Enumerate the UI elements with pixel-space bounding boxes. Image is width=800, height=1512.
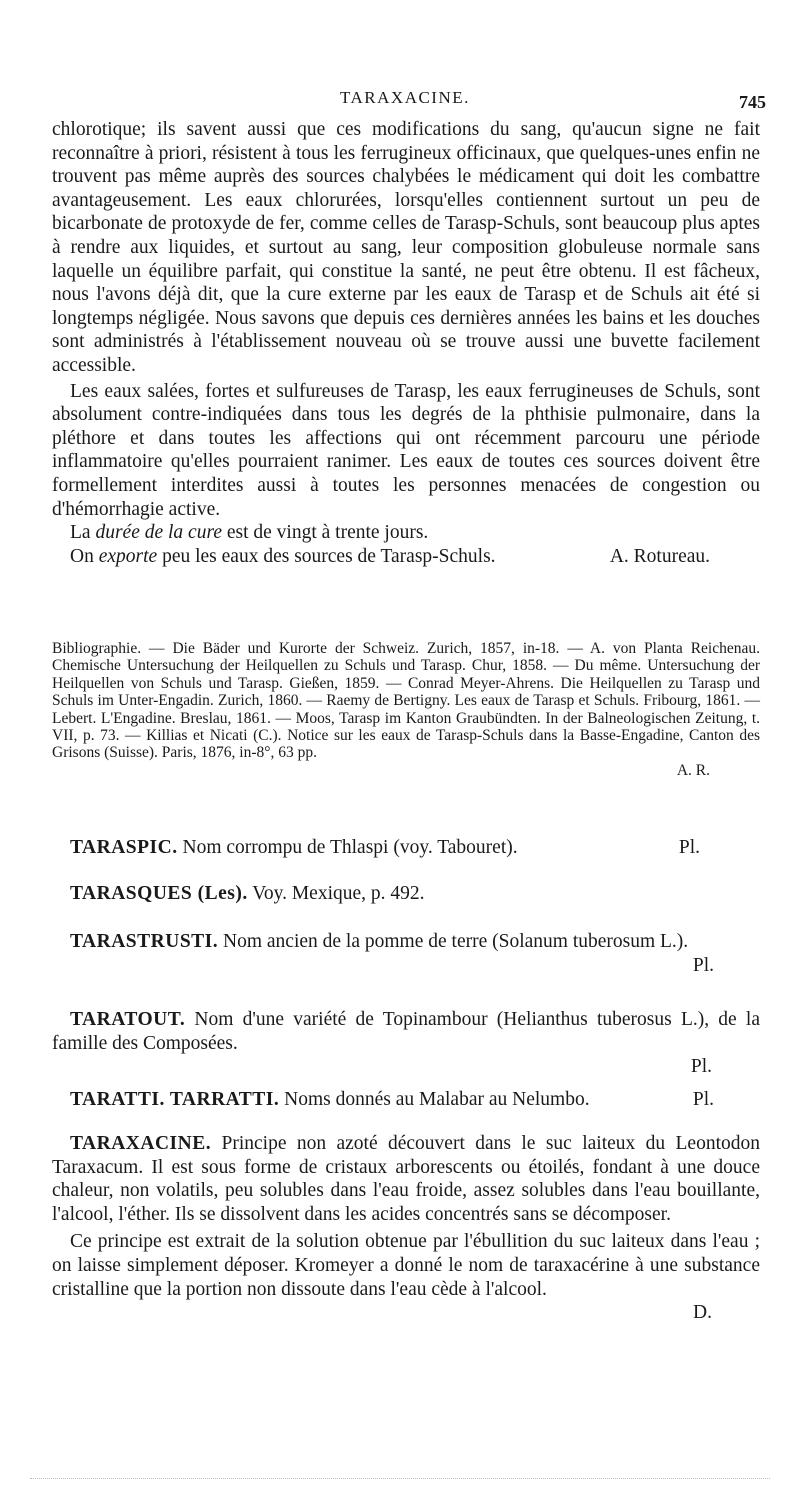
- taraxacine-para1: Principe non azoté découvert dans le suc laiteux du Leontodon Taraxacum. Il est sous forme de cristaux arborescents ou étoilés, fondant à une douce chaleur, non volatils, peu solubles dans l'eau froide, assez solubles dans l'eau bouillante, l'alcool, l'éther. Ils se dissolvent dans les acides concentrés sans se décomposer.: [52, 1133, 761, 1225]
- entry-text: Noms donnés au Malabar au Nelumbo.: [284, 1089, 590, 1110]
- paragraph-3: [52, 521, 760, 545]
- entry-text: Voy. Mexique, p. 492.: [252, 883, 425, 904]
- entry-tarastrusti: [52, 930, 760, 977]
- author-signature: A. Rotureau.: [609, 545, 710, 567]
- para4-end: peu les eaux des sources de Tarasp-Schuls.: [157, 545, 496, 567]
- article-taraxacine: [52, 1132, 760, 1325]
- paragraph-1: chlorotique; ils savent aussi que ces modifications du sang, qu'aucun signe ne fait reconnaître à priori, résistent à tous les ferrugineux officinaux, que quelques-unes enfin ne trouvent pas même auprès des sources chalybées le médicament qui doit les combattre avantageusement. Les eaux chlorurées, lorsqu'elles contiennent surtout un peu de bicarbonate de protoxyde de fer, comme celles de Tarasp-Schuls, sont beaucoup plus aptes à rendre aux liquides, et surtout au sang, leur composition globuleuse normale sans laquelle un équilibre parfait, qui constitue la santé, ne peut être obtenu. Il est fâcheux, nous l'avons déjà dit, que la cure externe par les eaux de Tarasp et de Schuls ait été si longtemps négligée. Nous savons que depuis ces dernières années les bains et les douches sont administrés à l'établissement nouveau où se trouve aussi une buvette facilement accessible.: [52, 119, 760, 376]
- taraxacine-para2: Ce principe est extrait de la solution obtenue par l'ébullition du suc laiteux dans l'eau ; on laisse simplement déposer. Kromeyer a donné le nom de taraxacérine à une substance cristalline que la portion non dissoute dans l'eau cède à l'alcool.: [52, 1231, 760, 1300]
- taraxacine-signature: D.: [693, 1302, 712, 1324]
- entry-text: Nom ancien de la pomme de terre (Solanum tuberosum L.).: [223, 931, 689, 952]
- entry-head: TARATTI. TARRATTI.: [70, 1089, 280, 1110]
- entry-tarasques: [52, 882, 760, 906]
- page-number: 745: [739, 92, 766, 112]
- para4-italic: exporte: [98, 545, 158, 567]
- entry-taratout: [52, 1008, 760, 1079]
- para4-start: On: [70, 545, 99, 567]
- bottom-rule: [30, 1478, 770, 1479]
- bibliography: [52, 640, 760, 779]
- entry-text: Nom corrompu de Thlaspi (voy. Tabouret).: [182, 837, 518, 858]
- entry-signature: Pl.: [678, 837, 700, 858]
- entry-taraspic: [52, 836, 760, 860]
- entry-text: Nom d'une variété de Topinambour (Helianthus tuberosus L.), de la famille des Composées.: [52, 1009, 761, 1054]
- para3-italic: durée de la cure: [95, 522, 222, 544]
- bibliography-text: Bibliographie. — Die Bäder und Kurorte der Schweiz. Zurich, 1857, in-18. — A. von Planta Reichenau. Chemische Untersuchung der Heilquellen zu Schuls und Tarasp. Chur, 1858. — Du même. Untersuchung der Heilquellen von Schuls und Tarasp. Gießen, 1859. — Conrad Meyer-Ahrens. Die Heilquellen zu Tarasp und Schuls im Unter-Engadin. Zurich, 1860. — Raemy de Bertigny. Les eaux de Tarasp et Schuls. Fribourg, 1861. — Lebert. L'Engadine. Breslau, 1861. — Moos, Tarasp im Kanton Graubündten. In der Balneologischen Zeitung, t. VII, p. 73. — Killias et Nicati (C.). Notice sur les eaux de Tarasp-Schuls dans la Basse-Engadine, Canton des Grisons (Suisse). Paris, 1876, in-8°, 63 pp.: [52, 640, 760, 762]
- para3-end: est de vingt à trente jours.: [221, 522, 429, 544]
- entry-head: TARAXACINE.: [70, 1133, 212, 1154]
- entry-taratti: [52, 1088, 760, 1112]
- paragraph-4: [52, 545, 760, 569]
- running-title: TARAXACINE.: [340, 88, 470, 107]
- entry-head: TARATOUT.: [70, 1009, 186, 1030]
- running-head: [0, 88, 800, 112]
- entry-head: TARASQUES (Les).: [70, 883, 248, 904]
- entry-head: TARASPIC.: [70, 837, 178, 858]
- entry-head: TARASTRUSTI.: [70, 931, 219, 952]
- entry-signature: Pl.: [692, 954, 714, 976]
- entry-signature: Pl.: [692, 1089, 714, 1110]
- paragraph-2: Les eaux salées, fortes et sulfureuses de Tarasp, les eaux ferrugineuses de Schuls, sont absolument contre-indiquées dans tous les degrés de la phthisie pulmonaire, dans la pléthore et dans toutes les affections qui ont récemment parcouru une période inflammatoire qu'elles pourraient ranimer. Les eaux de toutes ces sources doivent être formellement interdites aussi à toutes les personnes menacées de congestion ou d'hémorrhagie active.: [52, 380, 760, 520]
- para3-start: La: [70, 522, 96, 544]
- article-continuation: [52, 118, 760, 568]
- entry-signature: Pl.: [690, 1056, 712, 1078]
- bibliography-signature: A. R.: [676, 761, 710, 779]
